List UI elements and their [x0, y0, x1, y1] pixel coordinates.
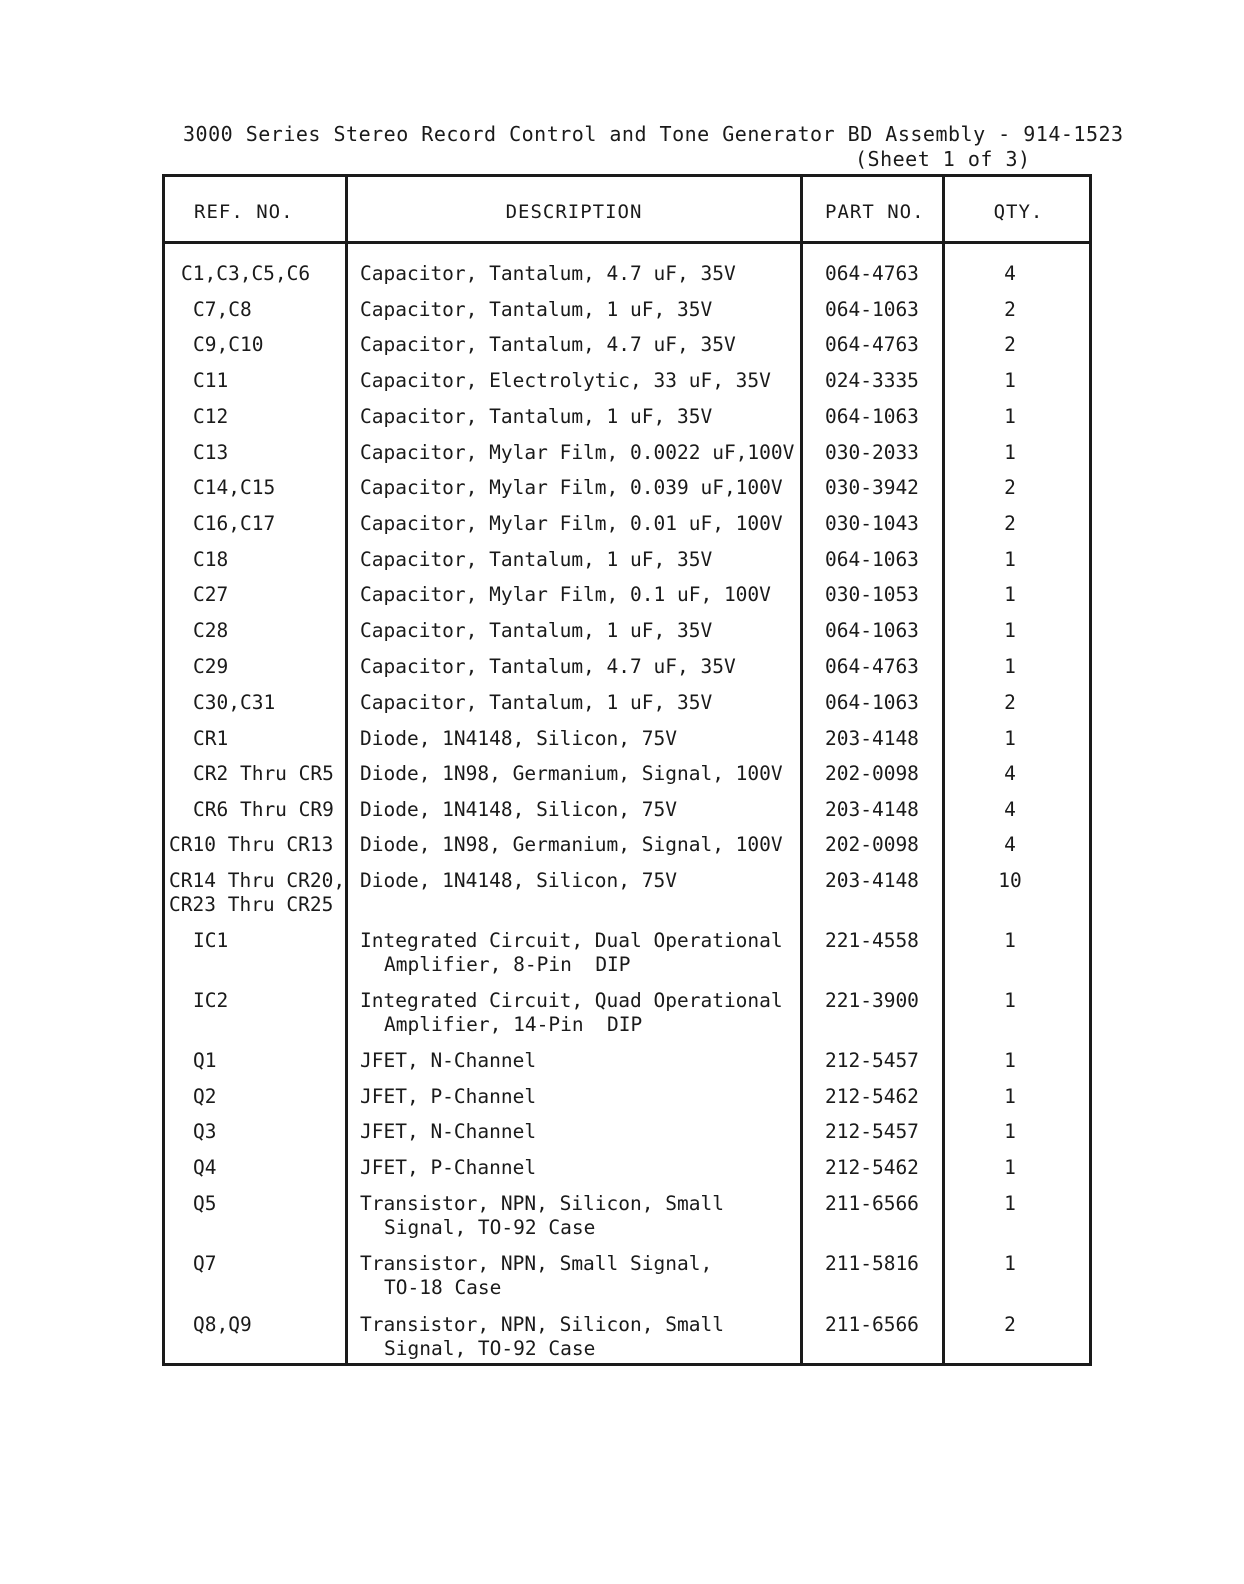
- sheet-indicator: (Sheet 1 of 3): [855, 147, 1031, 171]
- ref-no: C14,C15: [193, 476, 276, 499]
- ref-no: C18: [193, 548, 229, 571]
- part-no: 211-5816: [825, 1252, 919, 1275]
- part-no: 064-1063: [825, 691, 919, 714]
- qty: 1: [1004, 655, 1016, 678]
- qty: 1: [1004, 1120, 1016, 1143]
- part-no: 030-1043: [825, 512, 919, 535]
- qty: 1: [1004, 583, 1016, 606]
- description-line-1: Transistor, NPN, Silicon, Small: [360, 1192, 724, 1215]
- description-line-2: Amplifier, 14-Pin DIP: [384, 1013, 643, 1036]
- part-no: 211-6566: [825, 1192, 919, 1215]
- description: Capacitor, Tantalum, 1 uF, 35V: [360, 298, 713, 321]
- description: Capacitor, Electrolytic, 33 uF, 35V: [360, 369, 771, 392]
- part-no: 203-4148: [825, 798, 919, 821]
- qty: 10: [998, 869, 1022, 892]
- description: Capacitor, Tantalum, 4.7 uF, 35V: [360, 262, 736, 285]
- part-no: 064-1063: [825, 548, 919, 571]
- description: Capacitor, Mylar Film, 0.01 uF, 100V: [360, 512, 783, 535]
- description: [360, 929, 783, 977]
- ref-no: Q2: [193, 1085, 217, 1108]
- part-no: 212-5457: [825, 1120, 919, 1143]
- ref-no: C29: [193, 655, 229, 678]
- description: Diode, 1N4148, Silicon, 75V: [360, 727, 677, 750]
- header-description: DESCRIPTION: [505, 201, 643, 223]
- ref-no: CR1: [193, 727, 229, 750]
- qty: 1: [1004, 929, 1016, 952]
- description: [360, 1313, 724, 1361]
- description-line-1: Integrated Circuit, Quad Operational: [360, 989, 783, 1012]
- qty: 1: [1004, 1252, 1016, 1275]
- part-no: 030-2033: [825, 441, 919, 464]
- document-title: 3000 Series Stereo Record Control and Tone Generator BD Assembly - 914-1523: [183, 122, 1124, 146]
- qty: 2: [1004, 512, 1016, 535]
- part-no: 064-4763: [825, 655, 919, 678]
- ref-no: Q7: [193, 1252, 217, 1275]
- ref-no: [169, 869, 345, 917]
- qty: 1: [1004, 1192, 1016, 1215]
- qty: 4: [1004, 262, 1016, 285]
- description: Capacitor, Tantalum, 1 uF, 35V: [360, 619, 713, 642]
- ref-no: CR6 Thru CR9: [193, 798, 334, 821]
- ref-no: C16,C17: [193, 512, 276, 535]
- description: Diode, 1N4148, Silicon, 75V: [360, 869, 677, 892]
- column-divider: [800, 177, 803, 1363]
- qty: 2: [1004, 298, 1016, 321]
- part-no: 024-3335: [825, 369, 919, 392]
- description-line-1: Transistor, NPN, Small Signal,: [360, 1252, 713, 1275]
- ref-no: C27: [193, 583, 229, 606]
- ref-no: C13: [193, 441, 229, 464]
- part-no: 203-4148: [825, 727, 919, 750]
- ref-no: Q4: [193, 1156, 217, 1179]
- part-no: 203-4148: [825, 869, 919, 892]
- description: JFET, N-Channel: [360, 1049, 537, 1072]
- ref-no: C9,C10: [193, 333, 264, 356]
- description: Capacitor, Tantalum, 1 uF, 35V: [360, 691, 713, 714]
- header-ref-no: REF. NO.: [194, 201, 294, 223]
- ref-no: C28: [193, 619, 229, 642]
- qty: 2: [1004, 1313, 1016, 1336]
- part-no: 212-5462: [825, 1085, 919, 1108]
- ref-no: C30,C31: [193, 691, 276, 714]
- part-no: 030-3942: [825, 476, 919, 499]
- description: Diode, 1N98, Germanium, Signal, 100V: [360, 762, 783, 785]
- header-divider: [165, 241, 1089, 244]
- description-line-2: Signal, TO-92 Case: [384, 1337, 596, 1360]
- qty: 1: [1004, 548, 1016, 571]
- part-no: 064-1063: [825, 405, 919, 428]
- description: JFET, P-Channel: [360, 1085, 537, 1108]
- qty: 1: [1004, 1085, 1016, 1108]
- ref-no-line-2: CR23 Thru CR25: [169, 893, 334, 916]
- description: JFET, N-Channel: [360, 1120, 537, 1143]
- ref-no: C1,C3,C5,C6: [181, 262, 311, 285]
- header-qty: QTY.: [993, 201, 1044, 223]
- description-line-1: Integrated Circuit, Dual Operational: [360, 929, 783, 952]
- description: [360, 1192, 724, 1240]
- qty: 1: [1004, 441, 1016, 464]
- description: Capacitor, Tantalum, 1 uF, 35V: [360, 405, 713, 428]
- header-part-no: PART NO.: [825, 201, 925, 223]
- parts-table: [162, 174, 1092, 1366]
- part-no: 212-5462: [825, 1156, 919, 1179]
- description-line-2: TO-18 Case: [384, 1276, 502, 1299]
- qty: 2: [1004, 691, 1016, 714]
- description: Diode, 1N98, Germanium, Signal, 100V: [360, 833, 783, 856]
- description: [360, 989, 783, 1037]
- part-no: 064-1063: [825, 619, 919, 642]
- ref-no: C12: [193, 405, 229, 428]
- ref-no: C7,C8: [193, 298, 252, 321]
- part-no: 064-4763: [825, 262, 919, 285]
- qty: 1: [1004, 619, 1016, 642]
- qty: 4: [1004, 833, 1016, 856]
- description: Capacitor, Mylar Film, 0.039 uF,100V: [360, 476, 783, 499]
- ref-no: Q3: [193, 1120, 217, 1143]
- ref-no: CR2 Thru CR5: [193, 762, 334, 785]
- ref-no: Q5: [193, 1192, 217, 1215]
- description: Capacitor, Mylar Film, 0.0022 uF,100V: [360, 441, 795, 464]
- ref-no: IC1: [193, 929, 229, 952]
- qty: 4: [1004, 798, 1016, 821]
- part-no: 212-5457: [825, 1049, 919, 1072]
- ref-no: Q1: [193, 1049, 217, 1072]
- ref-no: IC2: [193, 989, 229, 1012]
- ref-no-line-1: CR14 Thru CR20,: [169, 869, 346, 892]
- part-no: 221-4558: [825, 929, 919, 952]
- description: JFET, P-Channel: [360, 1156, 537, 1179]
- qty: 1: [1004, 1156, 1016, 1179]
- qty: 1: [1004, 369, 1016, 392]
- part-no: 202-0098: [825, 762, 919, 785]
- part-no: 202-0098: [825, 833, 919, 856]
- qty: 1: [1004, 1049, 1016, 1072]
- description: Capacitor, Tantalum, 1 uF, 35V: [360, 548, 713, 571]
- description-line-2: Signal, TO-92 Case: [384, 1216, 596, 1239]
- qty: 1: [1004, 727, 1016, 750]
- part-no: 211-6566: [825, 1313, 919, 1336]
- description-line-2: Amplifier, 8-Pin DIP: [384, 953, 631, 976]
- qty: 2: [1004, 333, 1016, 356]
- qty: 2: [1004, 476, 1016, 499]
- ref-no: Q8,Q9: [193, 1313, 252, 1336]
- qty: 1: [1004, 405, 1016, 428]
- description: Capacitor, Mylar Film, 0.1 uF, 100V: [360, 583, 771, 606]
- ref-no: CR10 Thru CR13: [169, 833, 334, 856]
- description: [360, 1252, 712, 1300]
- part-no: 221-3900: [825, 989, 919, 1012]
- qty: 1: [1004, 989, 1016, 1012]
- part-no: 064-1063: [825, 298, 919, 321]
- part-no: 030-1053: [825, 583, 919, 606]
- qty: 4: [1004, 762, 1016, 785]
- description: Capacitor, Tantalum, 4.7 uF, 35V: [360, 655, 736, 678]
- description: Diode, 1N4148, Silicon, 75V: [360, 798, 677, 821]
- ref-no: C11: [193, 369, 229, 392]
- description-line-1: Transistor, NPN, Silicon, Small: [360, 1313, 724, 1336]
- column-divider: [345, 177, 348, 1363]
- description: Capacitor, Tantalum, 4.7 uF, 35V: [360, 333, 736, 356]
- part-no: 064-4763: [825, 333, 919, 356]
